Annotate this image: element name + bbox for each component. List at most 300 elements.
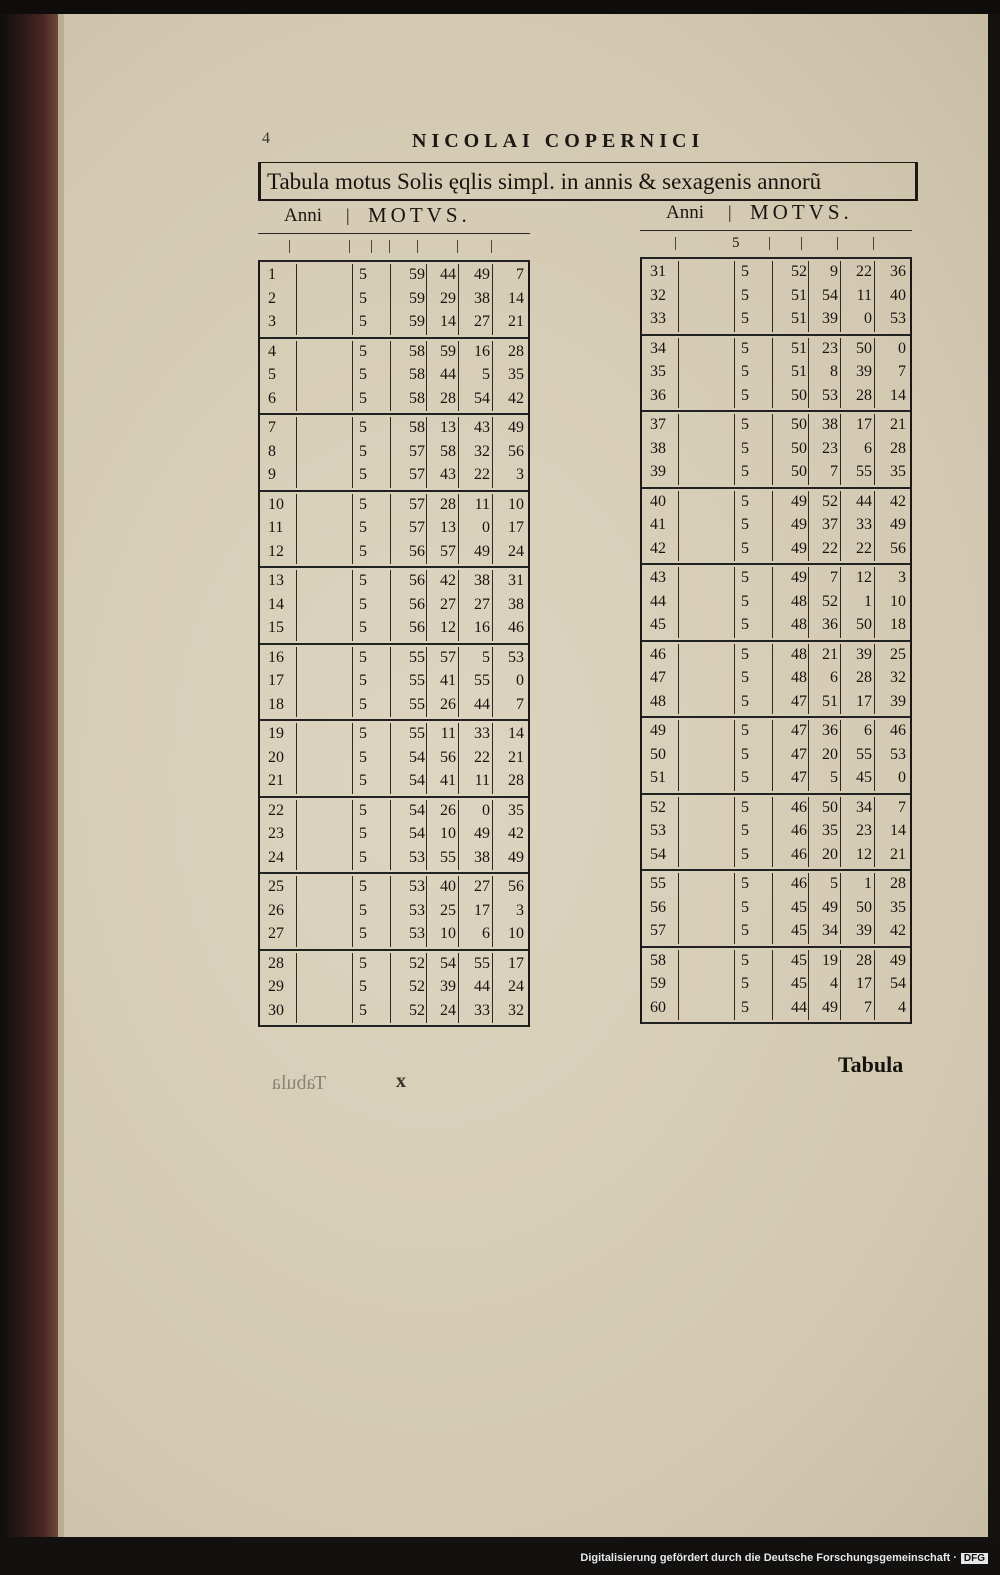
table-row-group: [260, 798, 528, 875]
year-cell: 21: [268, 772, 284, 789]
year-cell: 31: [650, 263, 666, 280]
year-cell: 10: [268, 495, 284, 513]
column-rule: [458, 311, 459, 335]
minutes-cell: 10: [440, 925, 456, 942]
year-cell: 22: [268, 801, 284, 819]
table-row: [260, 647, 528, 671]
minutes-cell: 35: [822, 822, 838, 839]
table-row: [260, 723, 528, 747]
column-rule: [734, 614, 735, 638]
table-row-group: [260, 951, 528, 1028]
degrees-cell: 54: [409, 748, 425, 766]
seconds-cell: 6: [864, 439, 872, 457]
table-row: [642, 897, 910, 921]
seconds-cell: 28: [856, 951, 872, 969]
column-rule: [426, 670, 427, 694]
table-row: [260, 694, 528, 718]
table-row: [642, 538, 910, 562]
column-rule: [772, 767, 773, 791]
column-rule: [808, 691, 809, 715]
seconds-cell: 12: [856, 845, 872, 863]
column-rule: [296, 570, 297, 594]
minutes-cell: 58: [440, 442, 456, 460]
right-table-column: [640, 200, 912, 1024]
seconds-cell: 55: [856, 745, 872, 763]
column-rule: [492, 617, 493, 641]
column-rule: [808, 261, 809, 285]
degrees-cell: 59: [409, 266, 425, 283]
column-rule: [734, 897, 735, 921]
column-rule: [352, 923, 353, 947]
column-rule: [734, 438, 735, 462]
column-rule: [734, 720, 735, 744]
column-rule: [492, 976, 493, 1000]
seconds-cell: 5: [482, 366, 490, 383]
thirds-cell: 28: [508, 342, 524, 360]
year-cell: 28: [268, 954, 284, 972]
column-rule: [772, 308, 773, 332]
seconds-cell: 39: [856, 363, 872, 380]
column-rule: [874, 973, 875, 997]
minutes-cell: 49: [822, 898, 838, 916]
signature-mark: x: [396, 1070, 406, 1092]
degrees-cell: 58: [409, 342, 425, 360]
column-rule: [840, 720, 841, 744]
column-rule: [840, 767, 841, 791]
column-rule: [772, 591, 773, 615]
degrees-cell: 59: [409, 289, 425, 307]
minutes-cell: 52: [822, 592, 838, 610]
table-row: [260, 364, 528, 388]
column-rule: [390, 847, 391, 871]
column-rule: [458, 647, 459, 671]
column-rule: [426, 541, 427, 565]
column-rule: [352, 617, 353, 641]
column-rule: [492, 517, 493, 541]
minutes-cell: 57: [440, 648, 456, 666]
column-rule: [840, 797, 841, 821]
column-rule: [840, 361, 841, 385]
year-cell: 33: [650, 310, 666, 327]
minutes-cell: 20: [822, 845, 838, 863]
table-row: [260, 823, 528, 847]
year-cell: 50: [650, 745, 666, 763]
table-row: [260, 441, 528, 465]
seconds-cell: 5: [482, 648, 490, 666]
degrees-cell: 46: [791, 798, 807, 816]
seconds-cell: 16: [474, 619, 490, 636]
sexagesimal-cell: 5: [359, 901, 367, 919]
minutes-cell: 52: [822, 492, 838, 510]
table-row: [642, 438, 910, 462]
year-cell: 17: [268, 672, 284, 689]
column-rule: [734, 461, 735, 485]
table-row: [642, 997, 910, 1021]
column-rule: [734, 844, 735, 868]
minutes-cell: 59: [440, 342, 456, 360]
degrees-cell: 57: [409, 466, 425, 483]
column-rule: [390, 464, 391, 488]
column-rule: [426, 341, 427, 365]
table-row: [260, 517, 528, 541]
column-rule: [808, 338, 809, 362]
degrees-cell: 54: [409, 825, 425, 842]
seconds-cell: 0: [482, 801, 490, 819]
year-cell: 54: [650, 845, 666, 863]
seconds-cell: 22: [856, 263, 872, 280]
header-separator: |: [346, 205, 350, 225]
seconds-cell: 17: [856, 416, 872, 433]
degrees-cell: 49: [791, 516, 807, 533]
column-rule: [840, 308, 841, 332]
column-rule: [874, 385, 875, 409]
column-rule: [808, 308, 809, 332]
column-rule: [352, 900, 353, 924]
column-rule: [352, 800, 353, 824]
column-rule: [296, 1000, 297, 1024]
table-row: [642, 644, 910, 668]
column-rule: [808, 514, 809, 538]
column-rule: [772, 950, 773, 974]
column-rule: [808, 767, 809, 791]
sexagesimal-cell: 5: [359, 648, 367, 666]
thirds-cell: 53: [890, 745, 906, 763]
column-rule: [734, 644, 735, 668]
year-cell: 8: [268, 442, 276, 460]
column-rule: [874, 614, 875, 638]
thirds-cell: 49: [890, 516, 906, 533]
column-rule: [390, 723, 391, 747]
column-rule: [296, 417, 297, 441]
thirds-cell: 49: [508, 848, 524, 866]
minutes-cell: 26: [440, 695, 456, 713]
thirds-cell: 35: [508, 366, 524, 383]
column-rule: [772, 461, 773, 485]
unit-subheader: | | | | | | |: [258, 234, 530, 262]
degrees-cell: 46: [791, 822, 807, 839]
minutes-cell: 53: [822, 386, 838, 404]
column-rule: [458, 900, 459, 924]
column-rule: [840, 614, 841, 638]
table-row: [642, 308, 910, 332]
column-rule: [678, 567, 679, 591]
thirds-cell: 35: [508, 801, 524, 819]
thirds-cell: 32: [890, 669, 906, 686]
sexagesimal-cell: 5: [359, 342, 367, 360]
year-cell: 20: [268, 748, 284, 766]
column-rule: [808, 438, 809, 462]
column-rule: [458, 670, 459, 694]
column-rule: [808, 361, 809, 385]
table-row: [642, 667, 910, 691]
column-rule: [678, 308, 679, 332]
column-rule: [390, 694, 391, 718]
column-rule: [458, 747, 459, 771]
column-rule: [874, 667, 875, 691]
table-row: [260, 541, 528, 565]
column-rule: [352, 876, 353, 900]
table-row: [260, 264, 528, 288]
degrees-cell: 58: [409, 366, 425, 383]
column-rule: [426, 923, 427, 947]
thirds-cell: 0: [516, 672, 524, 689]
table-row: [260, 388, 528, 412]
minutes-cell: 39: [440, 978, 456, 995]
table-row: [642, 820, 910, 844]
column-rule: [426, 847, 427, 871]
column-rule: [390, 953, 391, 977]
minutes-cell: 23: [822, 339, 838, 357]
table-row-group: [642, 336, 910, 413]
seconds-cell: 55: [856, 463, 872, 480]
minutes-cell: 50: [822, 798, 838, 816]
degrees-cell: 54: [409, 772, 425, 789]
column-rule: [492, 747, 493, 771]
column-rule: [390, 876, 391, 900]
column-rule: [734, 797, 735, 821]
column-rule: [426, 388, 427, 412]
column-rule: [352, 341, 353, 365]
year-cell: 11: [268, 519, 284, 536]
degrees-cell: 56: [409, 572, 425, 589]
thirds-cell: 35: [890, 463, 906, 480]
column-rule: [874, 744, 875, 768]
column-rule: [458, 541, 459, 565]
degrees-cell: 52: [409, 1001, 425, 1019]
column-rule: [678, 338, 679, 362]
seconds-cell: 22: [474, 466, 490, 483]
column-rule: [492, 311, 493, 335]
seconds-cell: 50: [856, 339, 872, 357]
sexagesimal-cell: 5: [741, 439, 749, 457]
year-cell: 13: [268, 572, 284, 589]
column-rule: [296, 976, 297, 1000]
column-rule: [426, 876, 427, 900]
thirds-cell: 56: [508, 442, 524, 460]
seconds-cell: 22: [474, 748, 490, 766]
thirds-cell: 40: [890, 286, 906, 304]
sexagesimal-cell: 5: [359, 801, 367, 819]
column-rule: [352, 647, 353, 671]
table-row: [260, 900, 528, 924]
table-row-group: [642, 565, 910, 642]
column-rule: [492, 388, 493, 412]
column-rule: [426, 747, 427, 771]
column-rule: [458, 417, 459, 441]
column-rule: [678, 667, 679, 691]
column-rule: [426, 976, 427, 1000]
column-rule: [840, 261, 841, 285]
column-rule: [874, 873, 875, 897]
column-rule: [296, 541, 297, 565]
thirds-cell: 56: [508, 878, 524, 895]
degrees-cell: 44: [791, 998, 807, 1016]
thirds-cell: 14: [508, 725, 524, 742]
column-rule: [772, 491, 773, 515]
sexagesimal-cell: 5: [741, 416, 749, 433]
column-rule: [296, 723, 297, 747]
column-rule: [734, 414, 735, 438]
minutes-cell: 44: [440, 266, 456, 283]
sexagesimal-cell: 5: [741, 386, 749, 404]
year-cell: 15: [268, 619, 284, 636]
column-rule: [458, 288, 459, 312]
sexagesimal-cell: 5: [741, 798, 749, 816]
column-rule: [426, 1000, 427, 1024]
column-rule: [772, 744, 773, 768]
column-rule: [492, 823, 493, 847]
column-rule: [678, 514, 679, 538]
degrees-cell: 57: [409, 519, 425, 536]
year-cell: 32: [650, 286, 666, 304]
seconds-cell: 44: [856, 492, 872, 510]
table-row-group: [260, 415, 528, 492]
column-rule: [808, 461, 809, 485]
minutes-cell: 29: [440, 289, 456, 307]
minutes-cell: 14: [440, 313, 456, 330]
column-rule: [458, 364, 459, 388]
column-rule: [808, 614, 809, 638]
column-rule: [678, 897, 679, 921]
minutes-cell: 36: [822, 722, 838, 739]
year-cell: 49: [650, 722, 666, 739]
column-rule: [874, 567, 875, 591]
column-rule: [426, 800, 427, 824]
column-rule: [734, 820, 735, 844]
sexagesimal-cell: 5: [741, 539, 749, 557]
year-cell: 3: [268, 313, 276, 330]
minutes-cell: 7: [830, 569, 838, 586]
column-rule: [678, 950, 679, 974]
degrees-cell: 58: [409, 389, 425, 407]
column-rule: [352, 264, 353, 288]
column-rule: [390, 617, 391, 641]
column-rule: [458, 694, 459, 718]
column-rule: [296, 388, 297, 412]
column-rule: [352, 517, 353, 541]
thirds-cell: 28: [890, 875, 906, 892]
year-cell: 30: [268, 1001, 284, 1019]
column-rule: [678, 920, 679, 944]
column-rule: [772, 614, 773, 638]
column-rule: [426, 288, 427, 312]
minutes-cell: 8: [830, 363, 838, 380]
column-rule: [678, 720, 679, 744]
year-cell: 44: [650, 592, 666, 610]
minutes-cell: 36: [822, 616, 838, 633]
table-row: [260, 617, 528, 641]
column-rule: [734, 538, 735, 562]
thirds-cell: 21: [890, 845, 906, 863]
thirds-cell: 3: [516, 466, 524, 483]
thirds-cell: 10: [508, 495, 524, 513]
column-rule: [874, 897, 875, 921]
column-rule: [296, 670, 297, 694]
column-rule: [874, 720, 875, 744]
header-separator: |: [728, 202, 732, 222]
sexagesimal-cell: 5: [359, 389, 367, 407]
column-rule: [492, 341, 493, 365]
minutes-cell: 56: [440, 748, 456, 766]
minutes-cell: 25: [440, 901, 456, 919]
column-rule: [390, 594, 391, 618]
thirds-cell: 49: [890, 951, 906, 969]
column-rule: [426, 417, 427, 441]
sexagesimal-cell: 5: [359, 695, 367, 713]
catchword: Tabula: [838, 1052, 904, 1077]
degrees-cell: 53: [409, 878, 425, 895]
column-rule: [296, 517, 297, 541]
column-rule: [492, 264, 493, 288]
column-rule: [678, 973, 679, 997]
column-rule: [296, 900, 297, 924]
column-rule: [772, 667, 773, 691]
column-rule: [874, 514, 875, 538]
degrees-cell: 52: [791, 263, 807, 280]
thirds-cell: 28: [890, 439, 906, 457]
column-rule: [390, 1000, 391, 1024]
column-rule: [840, 591, 841, 615]
column-rule: [808, 414, 809, 438]
column-rule: [874, 438, 875, 462]
column-rule: [808, 491, 809, 515]
column-header: [258, 203, 530, 234]
sexagesimal-cell: 5: [359, 466, 367, 483]
seconds-cell: 27: [474, 313, 490, 330]
table-row: [260, 417, 528, 441]
degrees-cell: 46: [791, 845, 807, 863]
sexagesimal-cell: 5: [359, 1001, 367, 1019]
column-rule: [808, 644, 809, 668]
seconds-cell: 22: [856, 539, 872, 557]
column-rule: [352, 1000, 353, 1024]
column-rule: [808, 820, 809, 844]
column-rule: [808, 797, 809, 821]
show-through-text: Tabula: [272, 1072, 327, 1094]
column-rule: [352, 288, 353, 312]
minutes-cell: 38: [822, 416, 838, 433]
column-rule: [840, 950, 841, 974]
degrees-cell: 59: [409, 313, 425, 330]
degrees-cell: 47: [791, 692, 807, 710]
column-rule: [808, 538, 809, 562]
column-rule: [678, 385, 679, 409]
sexagesimal-cell: 5: [359, 954, 367, 972]
column-rule: [390, 311, 391, 335]
degrees-cell: 50: [791, 439, 807, 457]
column-rule: [772, 414, 773, 438]
table-row: [642, 567, 910, 591]
minutes-cell: 21: [822, 645, 838, 663]
thirds-cell: 36: [890, 263, 906, 280]
year-cell: 4: [268, 342, 276, 360]
column-rule: [840, 644, 841, 668]
column-rule: [734, 308, 735, 332]
column-rule: [678, 361, 679, 385]
sexagesimal-cell: 5: [741, 286, 749, 304]
seconds-cell: 16: [474, 342, 490, 360]
thirds-cell: 17: [508, 519, 524, 536]
thirds-cell: 10: [508, 925, 524, 942]
column-rule: [426, 570, 427, 594]
column-rule: [296, 494, 297, 518]
column-rule: [874, 261, 875, 285]
column-rule: [734, 767, 735, 791]
year-cell: 19: [268, 725, 284, 742]
column-rule: [426, 494, 427, 518]
column-rule: [296, 288, 297, 312]
column-rule: [426, 364, 427, 388]
